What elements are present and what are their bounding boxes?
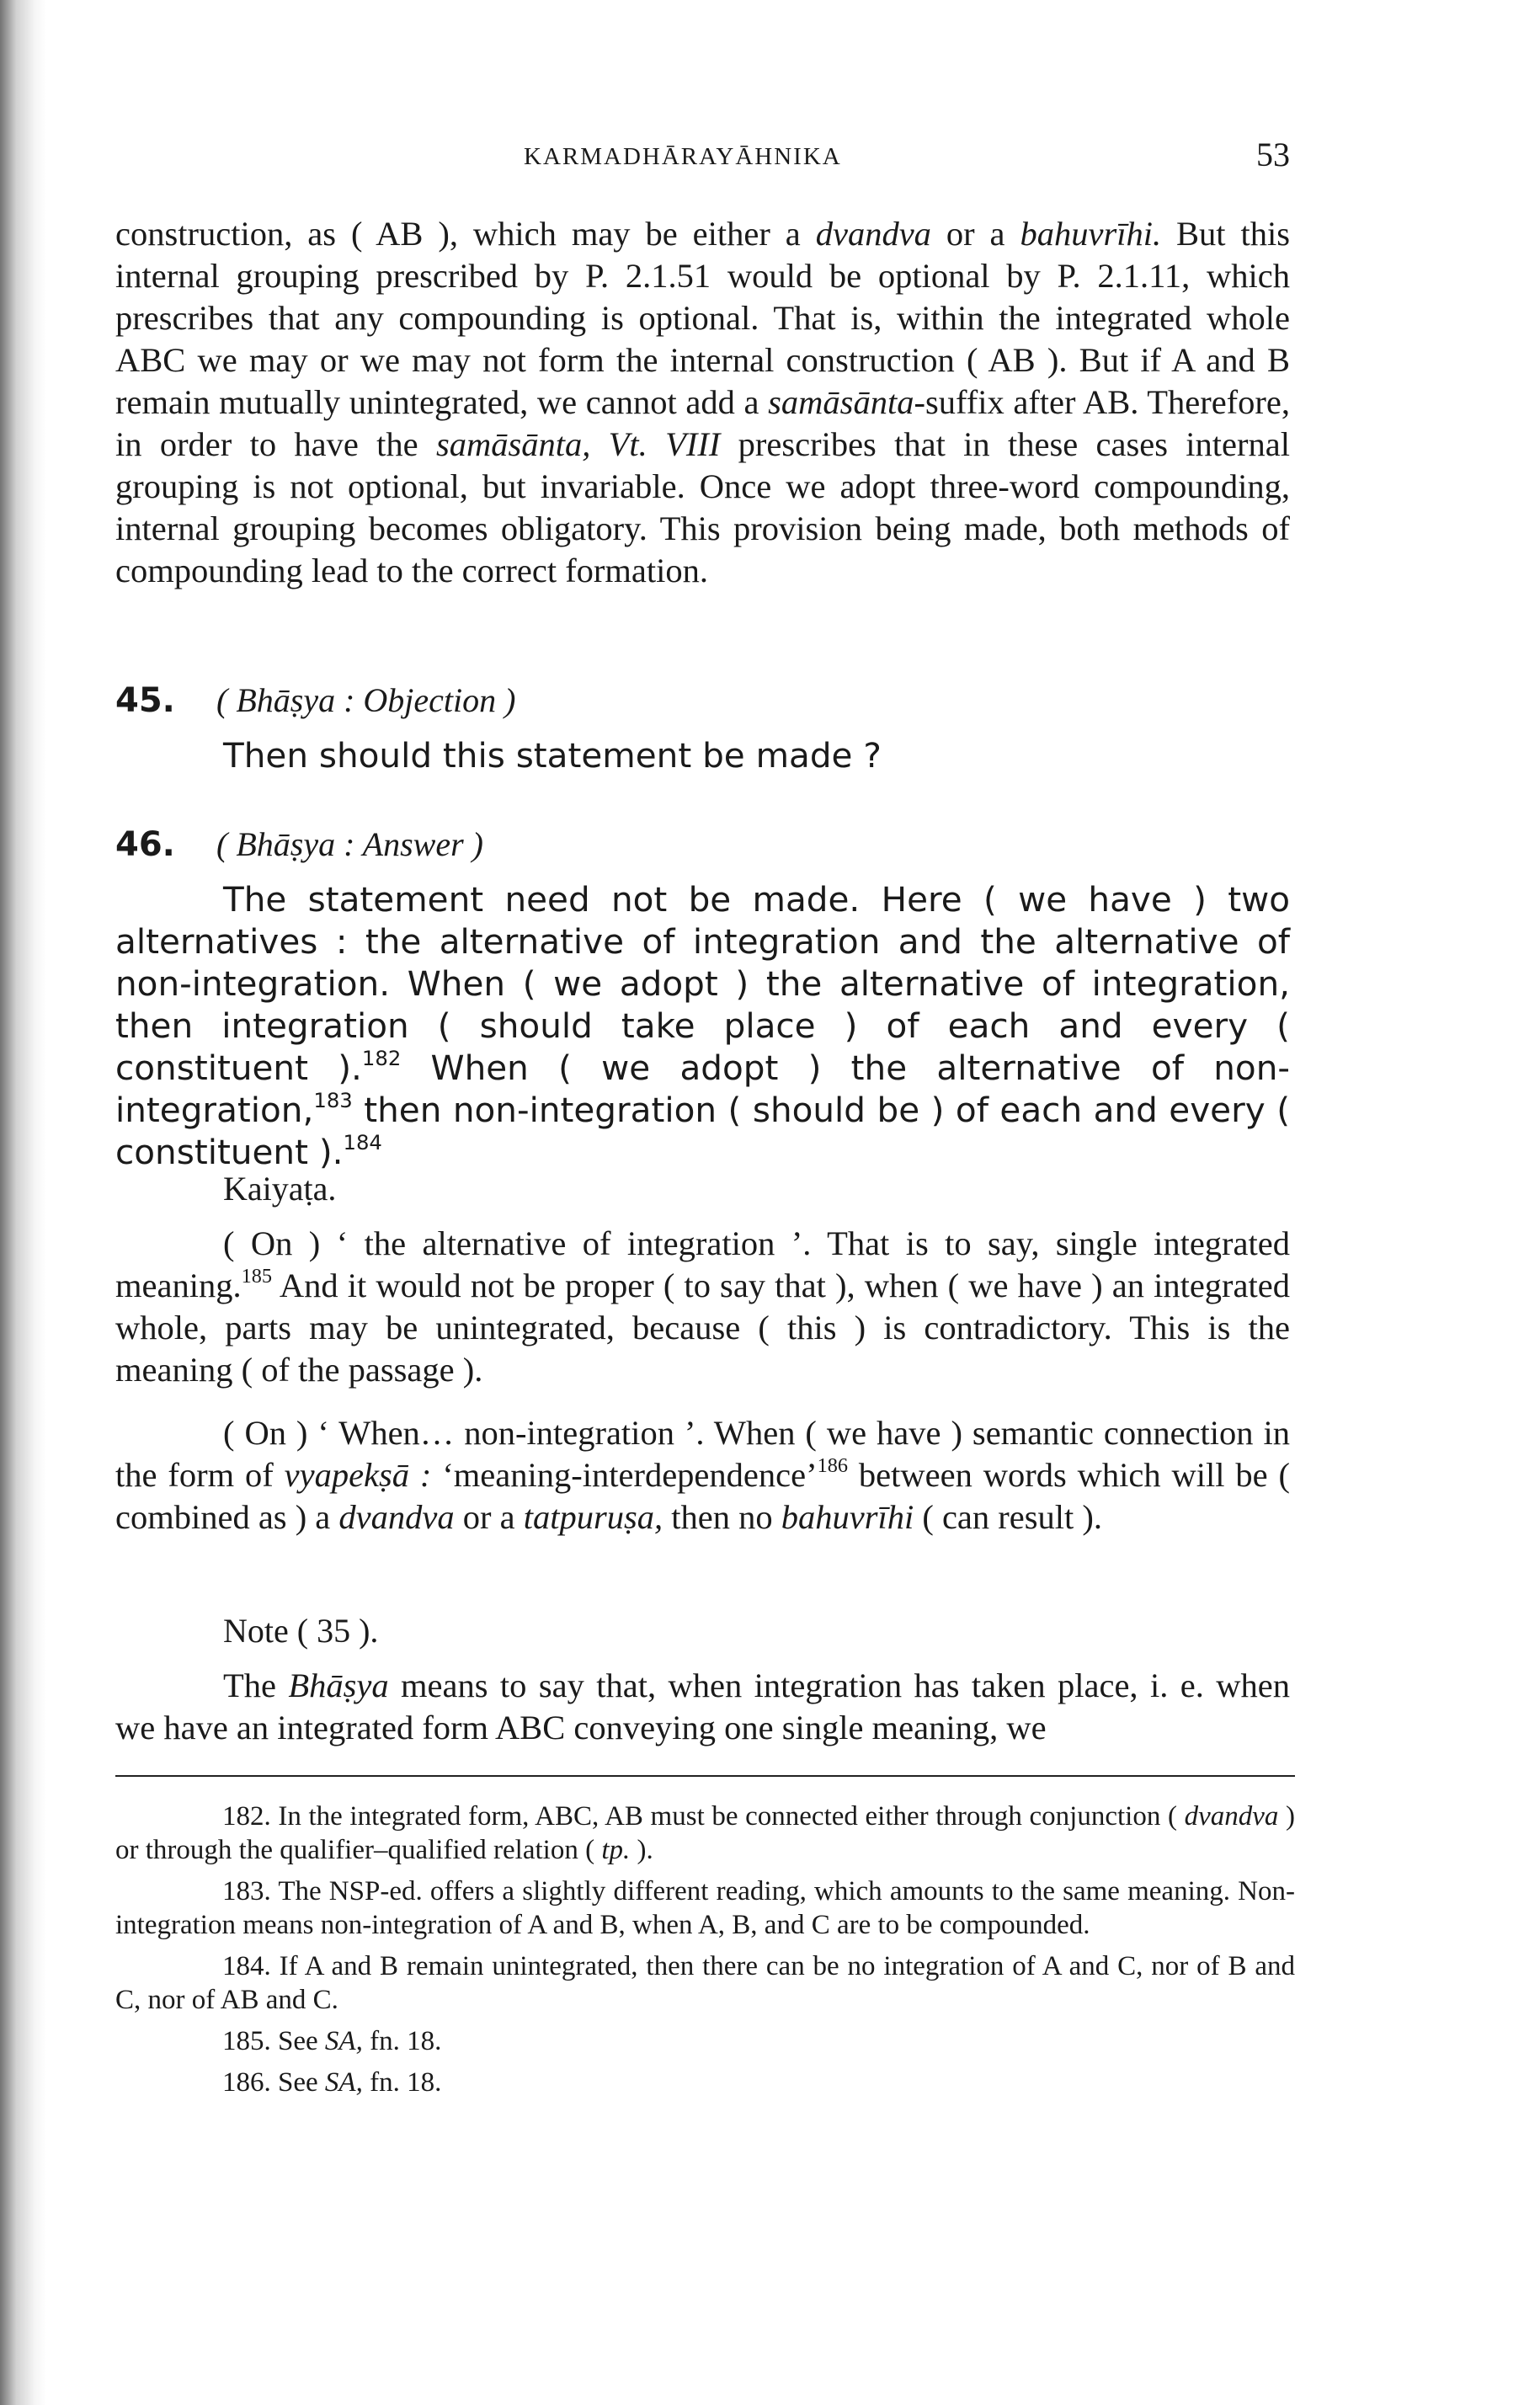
answer-text-2: When ( we adopt ) the alternative of non-integration, [115, 1048, 1290, 1130]
kaiyata-text-3: ( On ) ‘ When… non-integration ’. When ( we have ) semantic connection in the form of [115, 1414, 1290, 1494]
footnote-text: fn. 18. [362, 2067, 442, 2098]
section-number: 45. [115, 681, 175, 720]
section-45-heading [115, 680, 1290, 722]
scan-binding-shadow [0, 0, 46, 2405]
footnote-text: ) or through the qualifier–qualified relation ( [115, 1801, 1295, 1865]
footnote-text: fn. 18. [362, 2026, 442, 2056]
kaiyata-text-5: between words which will be ( combined as ) a [115, 1456, 1290, 1536]
term-vyapeksa: vyapekṣā : [284, 1456, 432, 1494]
footnote-text: 186. See [222, 2067, 325, 2098]
section-number: 46. [115, 825, 175, 864]
term-dvandva: dvandva [338, 1498, 455, 1536]
term-sa: SA, [324, 2026, 363, 2056]
note-text-2: means to say that, when integration has taken place, i. e. when we have an integrated form ABC conveying one single meaning, we [115, 1666, 1290, 1746]
footnote-182 [115, 1800, 1295, 1867]
footnote-184: 184. If A and B remain unintegrated, then there can be no integration of A and C, nor of B and C, nor of AB and C. [115, 1951, 1295, 2015]
footnote-text: ). [630, 1835, 653, 1865]
section-label: ( Bhāṣya : Objection ) [216, 681, 516, 719]
intro-text-3: But this internal grouping prescribed by P. 2.1.51 would be optional by P. 2.1.11, which prescribes that any compounding is optional. That is, within the integrated whole ABC we may or we may not form the internal construction ( AB ). But if A and B remain mutually unintegrated, we cannot add a [115, 215, 1291, 421]
kaiyata-text-4: ‘meaning-interdependence’ [431, 1456, 818, 1494]
term-bahuvrihi: bahuvrīhi. [1020, 215, 1162, 253]
footnote-divider [115, 1775, 1295, 1777]
kaiyata-text-2: And it would not be proper ( to say that ), when ( we have ) an integrated whole, parts may be unintegrated, because ( this ) is contradictory. This is the meaning ( of the passage ). [115, 1266, 1290, 1389]
kaiyata-text-7: then no [663, 1498, 781, 1536]
section-45-text: Then should this statement be made ? [223, 735, 882, 776]
intro-paragraph [115, 213, 1290, 592]
kaiyata-paragraph-2 [115, 1412, 1290, 1538]
term-sa: SA, [324, 2067, 363, 2098]
term-bahuvrihi: bahuvrīhi [781, 1498, 914, 1536]
kaiyata-paragraph-1 [115, 1223, 1290, 1391]
note-heading: Note ( 35 ). [223, 1612, 379, 1650]
kaiyata-heading: Kaiyaṭa. [223, 1170, 337, 1208]
kaiyata-text-1: ( On ) ‘ the alternative of integration ’. That is to say, single integrated meaning. [115, 1224, 1290, 1304]
footnote-186 [115, 2066, 1295, 2099]
footnote-ref-184[interactable]: 184 [343, 1130, 382, 1155]
term-samasanta-vt: samāsānta, Vt. VIII [435, 425, 721, 463]
intro-text-2: or a [930, 215, 1020, 253]
term-bhasya: Bhāṣya [288, 1666, 389, 1704]
kaiyata-text-8: ( can result ). [914, 1498, 1102, 1536]
footnote-text: 185. See [222, 2026, 325, 2056]
footnote-text: 182. In the integrated form, ABC, AB must be connected either through conjunction ( [222, 1801, 1185, 1832]
intro-text-4: -suffix after AB. Therefore, in order to have the [115, 383, 1290, 463]
section-label: ( Bhāṣya : Answer ) [216, 825, 483, 863]
answer-text-3: then non-integration ( should be ) of each and every ( constituent ). [115, 1090, 1290, 1172]
footnote-ref-185[interactable]: 185 [241, 1265, 273, 1288]
page-header [115, 131, 1290, 181]
section-46-heading [115, 824, 1290, 866]
kaiyata-text-6: or a [454, 1498, 524, 1536]
footnote-183: 183. The NSP-ed. offers a slightly different reading, which amounts to the same meaning. Non-integration means non-integration of A and B, when A, B, and C are to be compounded. [115, 1876, 1295, 1940]
footnote-185 [115, 2024, 1295, 2058]
intro-text-5: prescribes that in these cases internal grouping is not optional, but invariable. Once we adopt three-word compounding, internal grouping becomes obligatory. This provision being made, both methods of compounding lead to the correct formation. [115, 425, 1290, 589]
footnote-ref-182[interactable]: 182 [361, 1046, 402, 1070]
intro-text-1: construction, as ( AB ), which may be either a [115, 215, 816, 253]
term-samasanta: samāsānta [768, 383, 914, 421]
note-paragraph [115, 1665, 1290, 1749]
section-46-text [115, 878, 1290, 1173]
term-dvandva: dvandva [1184, 1801, 1279, 1832]
running-title: KARMADHĀRAYĀHNIKA [524, 143, 842, 170]
footnotes [115, 1800, 1295, 2107]
term-dvandva: dvandva [815, 215, 931, 253]
footnote-ref-186[interactable]: 186 [817, 1454, 849, 1477]
answer-text-1: The statement need not be made. Here ( we have ) two alternatives : the alternative of integration and the alternative of non-integration. When ( we adopt ) the alternative of integration, then integration ( should take place ) of each and every ( constituent ). [115, 879, 1290, 1088]
page-number: 53 [1256, 136, 1290, 173]
term-tatpurusa: tatpuruṣa, [523, 1498, 663, 1536]
note-text-1: The [223, 1666, 289, 1704]
footnote-ref-183[interactable]: 183 [313, 1088, 353, 1112]
term-tp: tp. [601, 1835, 631, 1865]
